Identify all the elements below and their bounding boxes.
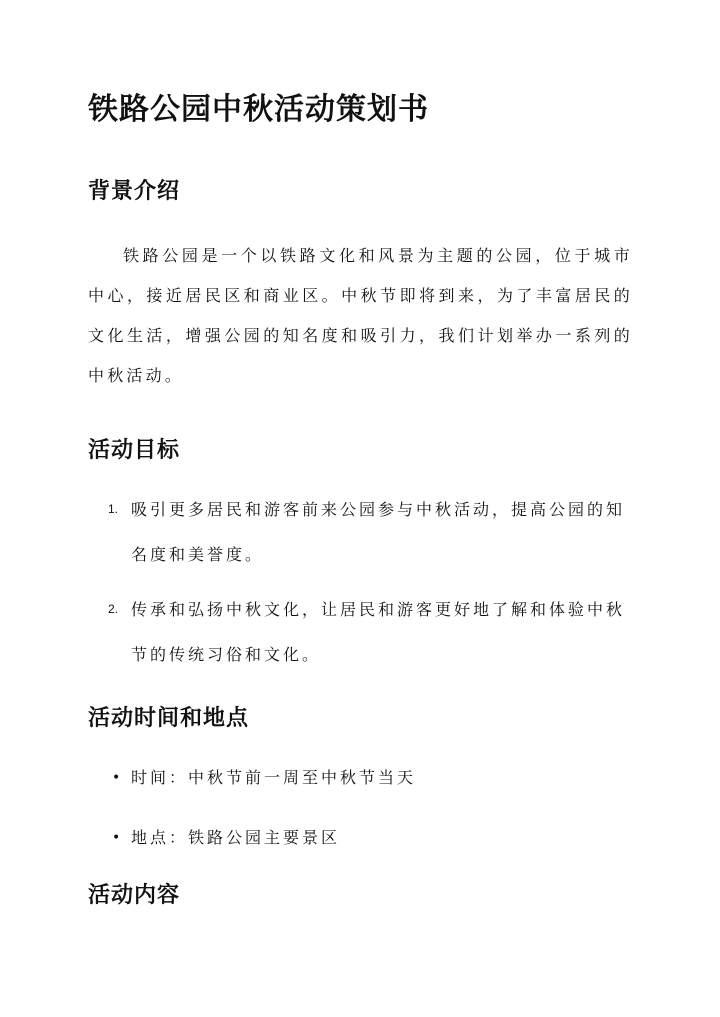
bullet-icon: • xyxy=(112,770,121,786)
section-heading-goals: 活动目标 xyxy=(88,437,181,463)
section-heading-background: 背景介绍 xyxy=(88,178,181,204)
background-paragraph: 铁路公园是一个以铁路文化和风景为主题的公园，位于城市中心，接近居民区和商业区。中秋节即将到来，为了丰富居民的文化生活，增强公园的知名度和吸引力，我们计划举办一系列的中秋活动。 xyxy=(88,246,633,385)
document-title: 铁路公园中秋活动策划书 xyxy=(88,92,429,127)
list-item-text: 地点：铁路公园主要景区 xyxy=(131,828,341,847)
list-number: 1. xyxy=(108,502,119,516)
list-item xyxy=(88,823,633,853)
section-heading-time-place: 活动时间和地点 xyxy=(88,705,250,731)
list-item xyxy=(88,763,633,793)
goals-list xyxy=(88,487,633,687)
list-item-text: 吸引更多居民和游客前来公园参与中秋活动，提高公园的知名度和美誉度。 xyxy=(131,500,626,564)
list-number: 2. xyxy=(108,602,119,616)
list-item-text: 传承和弘扬中秋文化，让居民和游客更好地了解和体验中秋节的传统习俗和文化。 xyxy=(131,600,626,664)
time-place-list xyxy=(88,763,633,883)
list-item xyxy=(88,587,633,677)
section-heading-content: 活动内容 xyxy=(88,882,181,908)
bullet-icon: • xyxy=(112,830,121,846)
list-item-text: 时间：中秋节前一周至中秋节当天 xyxy=(131,768,417,787)
list-item xyxy=(88,487,633,577)
